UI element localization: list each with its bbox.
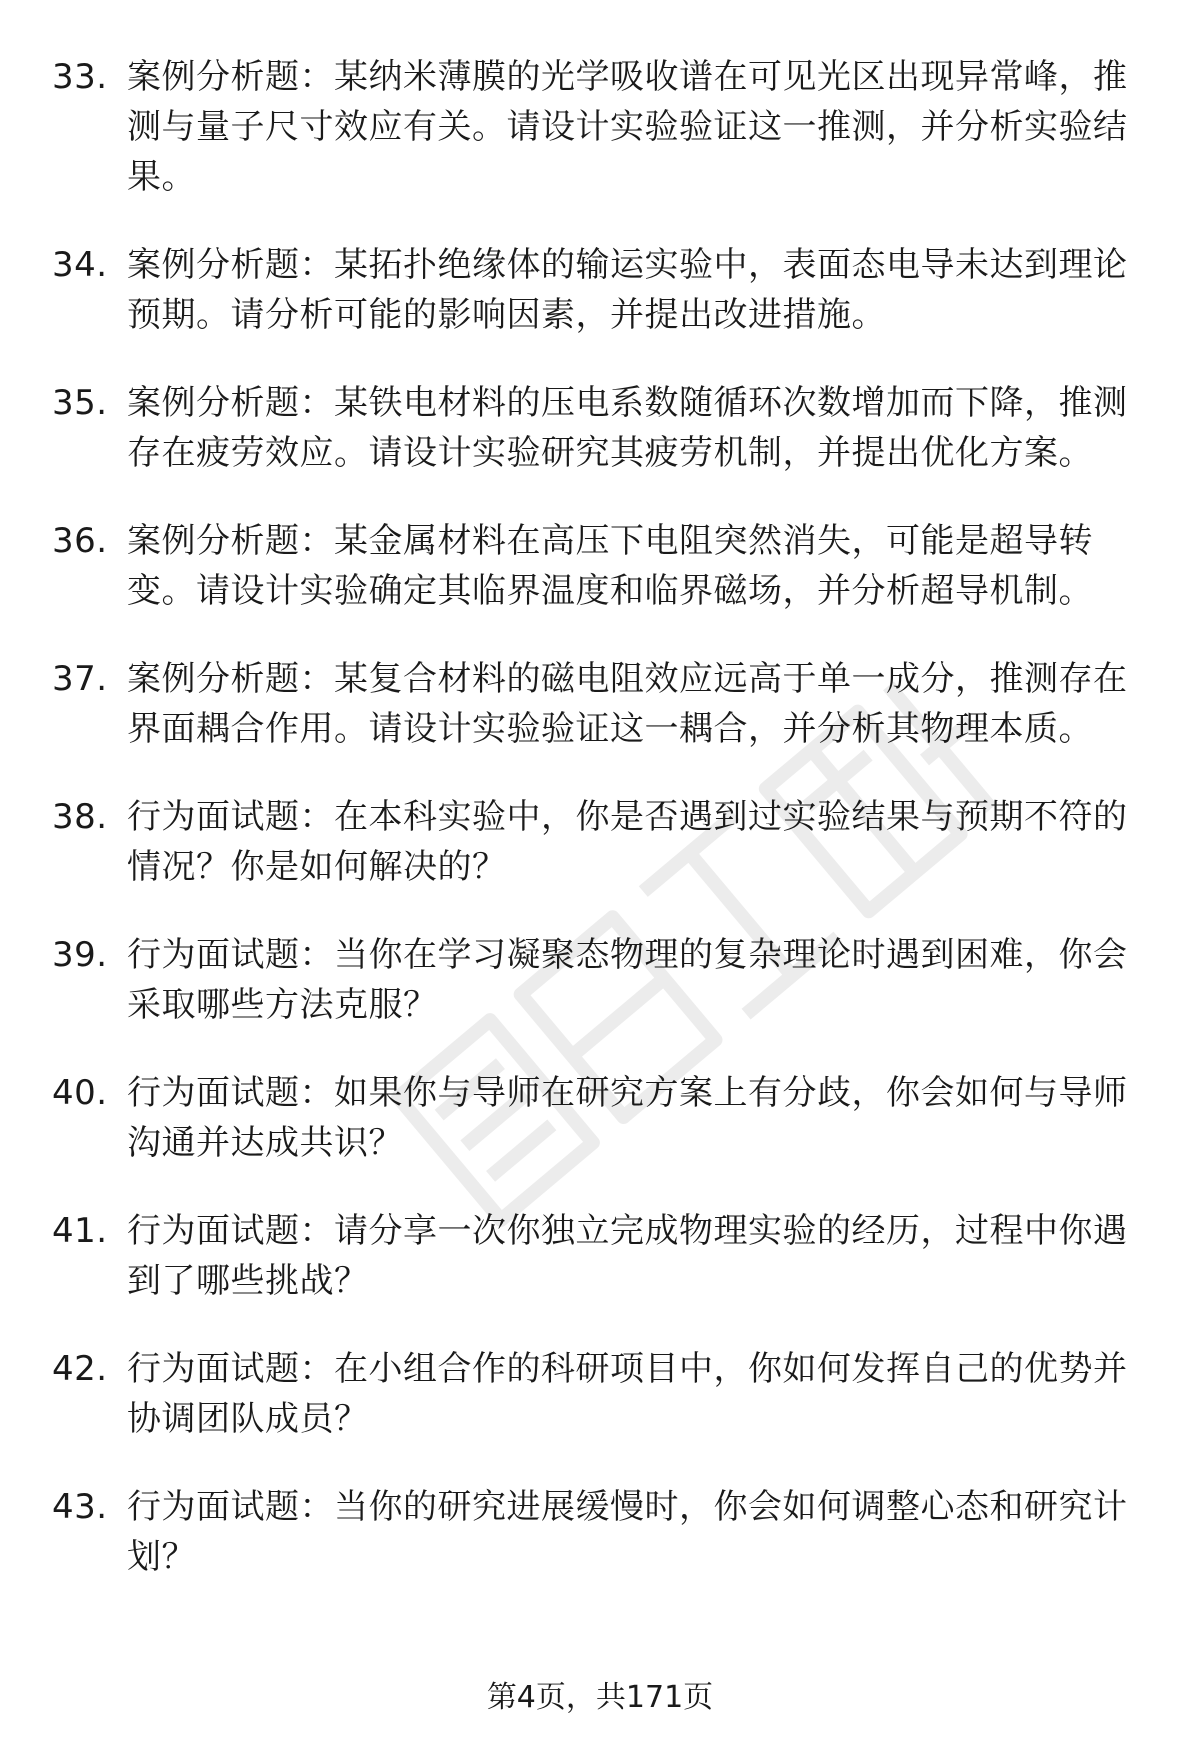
question-number: 40.: [52, 1073, 108, 1113]
question-text: 行为面试题：如果你与导师在研究方案上有分歧，你会如何与导师沟通并达成共识？: [127, 1073, 1128, 1163]
question-number: 37.: [52, 659, 108, 699]
question-number: 35.: [52, 383, 108, 423]
question-number: 33.: [52, 57, 108, 97]
question-item-38: [0, 792, 1200, 892]
question-text: 行为面试题：当你的研究进展缓慢时，你会如何调整心态和研究计划？: [127, 1487, 1128, 1577]
question-number: 43.: [52, 1487, 108, 1527]
question-text: 案例分析题：某拓扑绝缘体的输运实验中，表面态电导未达到理论预期。请分析可能的影响因素，并提出改进措施。: [127, 245, 1128, 335]
question-text: 案例分析题：某复合材料的磁电阻效应远高于单一成分，推测存在界面耦合作用。请设计实验验证这一耦合，并分析其物理本质。: [127, 659, 1128, 749]
question-text: 案例分析题：某金属材料在高压下电阻突然消失，可能是超导转变。请设计实验确定其临界温度和临界磁场，并分析超导机制。: [127, 521, 1093, 611]
question-text: 案例分析题：某铁电材料的压电系数随循环次数增加而下降，推测存在疲劳效应。请设计实验研究其疲劳机制，并提出优化方案。: [127, 383, 1128, 473]
question-text: 行为面试题：当你在学习凝聚态物理的复杂理论时遇到困难，你会采取哪些方法克服？: [127, 935, 1128, 1025]
question-item-40: [0, 1068, 1200, 1168]
question-text: 行为面试题：在本科实验中，你是否遇到过实验结果与预期不符的情况？你是如何解决的？: [127, 797, 1128, 887]
question-number: 34.: [52, 245, 108, 285]
page-number-footer: 第4页，共171页: [486, 1680, 714, 1715]
question-number: 39.: [52, 935, 108, 975]
question-item-34: [0, 240, 1200, 340]
question-number: 42.: [52, 1349, 108, 1389]
question-number: 41.: [52, 1211, 108, 1251]
question-item-37: [0, 654, 1200, 754]
question-item-39: [0, 930, 1200, 1030]
question-item-35: [0, 378, 1200, 478]
question-item-42: [0, 1344, 1200, 1444]
question-text: 行为面试题：在小组合作的科研项目中，你如何发挥自己的优势并协调团队成员？: [127, 1349, 1128, 1439]
question-item-43: [0, 1482, 1200, 1582]
question-number: 38.: [52, 797, 108, 837]
question-number: 36.: [52, 521, 108, 561]
question-item-41: [0, 1206, 1200, 1306]
question-item-33: [0, 52, 1200, 202]
question-item-36: [0, 516, 1200, 616]
question-text: 行为面试题：请分享一次你独立完成物理实验的经历，过程中你遇到了哪些挑战？: [127, 1211, 1128, 1301]
question-text: 案例分析题：某纳米薄膜的光学吸收谱在可见光区出现异常峰，推测与量子尺寸效应有关。请设计实验验证这一推测，并分析实验结果。: [127, 57, 1128, 197]
question-list: [0, 52, 1200, 1620]
